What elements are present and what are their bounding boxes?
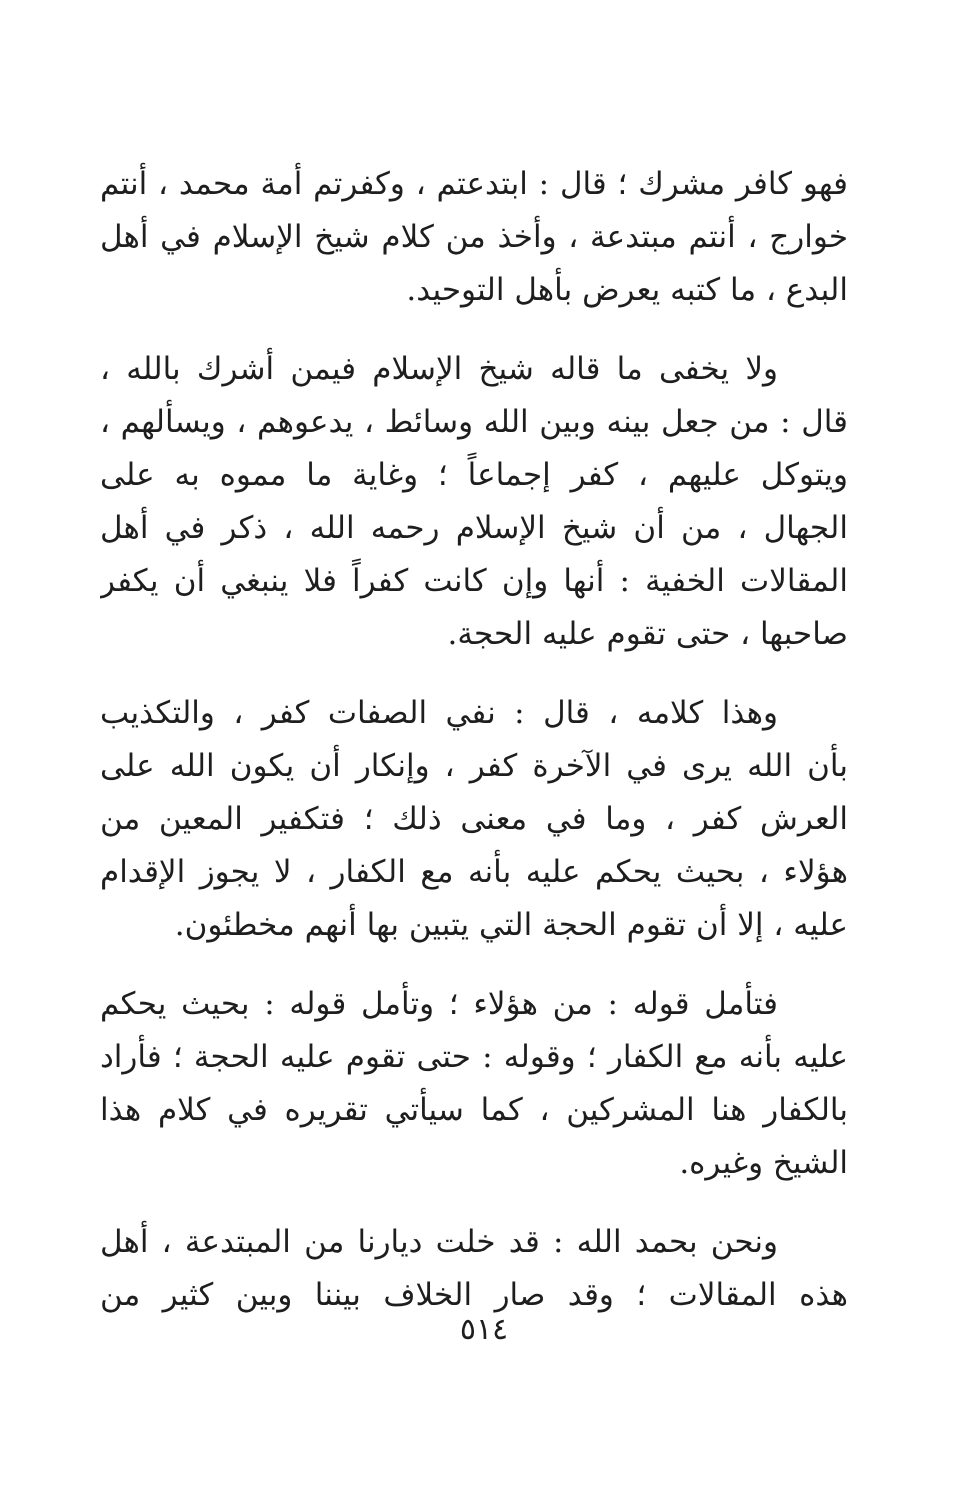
text-line: ولا يخفى ما قاله شيخ الإسلام فيمن أشرك بالله ، xyxy=(100,351,778,387)
text-line: عليه بأنه مع الكفار ؛ وقوله : حتى تقوم عليه الحجة ؛ فأراد xyxy=(100,1039,848,1075)
text-line: بأن الله يرى في الآخرة كفر ، وإنكار أن يكون الله على xyxy=(100,748,848,784)
text-line: ونحن بحمد الله : قد خلت ديارنا من المبتدعة ، أهل xyxy=(100,1224,778,1260)
text-line: هذه المقالات ؛ وقد صار الخلاف بيننا وبين كثير من xyxy=(100,1277,848,1313)
text-line: العرش كفر ، وما في معنى ذلك ؛ فتكفير المعين من xyxy=(100,801,848,837)
text-line: وهذا كلامه ، قال : نفي الصفات كفر ، والتكذيب xyxy=(100,695,778,731)
text-line: ويتوكل عليهم ، كفر إجماعاً ؛ وغاية ما مموه به على xyxy=(100,457,848,493)
text-line: بالكفار هنا المشركين ، كما سيأتي تقريره في كلام هذا xyxy=(100,1092,848,1128)
text-line: الشيخ وغيره. xyxy=(679,1145,848,1181)
text-line: صاحبها ، حتى تقوم عليه الحجة. xyxy=(447,616,848,652)
paragraph xyxy=(100,343,848,661)
text-line: هؤلاء ، بحيث يحكم عليه بأنه مع الكفار ، لا يجوز الإقدام xyxy=(100,854,848,890)
body-text xyxy=(100,158,848,1348)
text-line: البدع ، ما كتبه يعرض بأهل التوحيد. xyxy=(406,272,848,308)
paragraph xyxy=(100,978,848,1190)
page-number: ٥١٤ xyxy=(459,1312,509,1347)
text-line: فتأمل قوله : من هؤلاء ؛ وتأمل قوله : بحيث يحكم xyxy=(100,986,778,1022)
text-line: قال : من جعل بينه وبين الله وسائط ، يدعوهم ، ويسألهم ، xyxy=(100,404,848,440)
paragraph xyxy=(100,687,848,952)
text-line: خوارج ، أنتم مبتدعة ، وأخذ من كلام شيخ الإسلام في أهل xyxy=(100,219,848,255)
text-line: الجهال ، من أن شيخ الإسلام رحمه الله ، ذكر في أهل xyxy=(100,510,848,546)
text-line: عليه ، إلا أن تقوم الحجة التي يتبين بها أنهم مخطئون. xyxy=(174,907,848,943)
paragraph xyxy=(100,158,848,317)
text-line: المقالات الخفية : أنها وإن كانت كفراً فلا ينبغي أن يكفر xyxy=(100,563,848,599)
text-line: فهو كافر مشرك ؛ قال : ابتدعتم ، وكفرتم أمة محمد ، أنتم xyxy=(100,166,848,202)
